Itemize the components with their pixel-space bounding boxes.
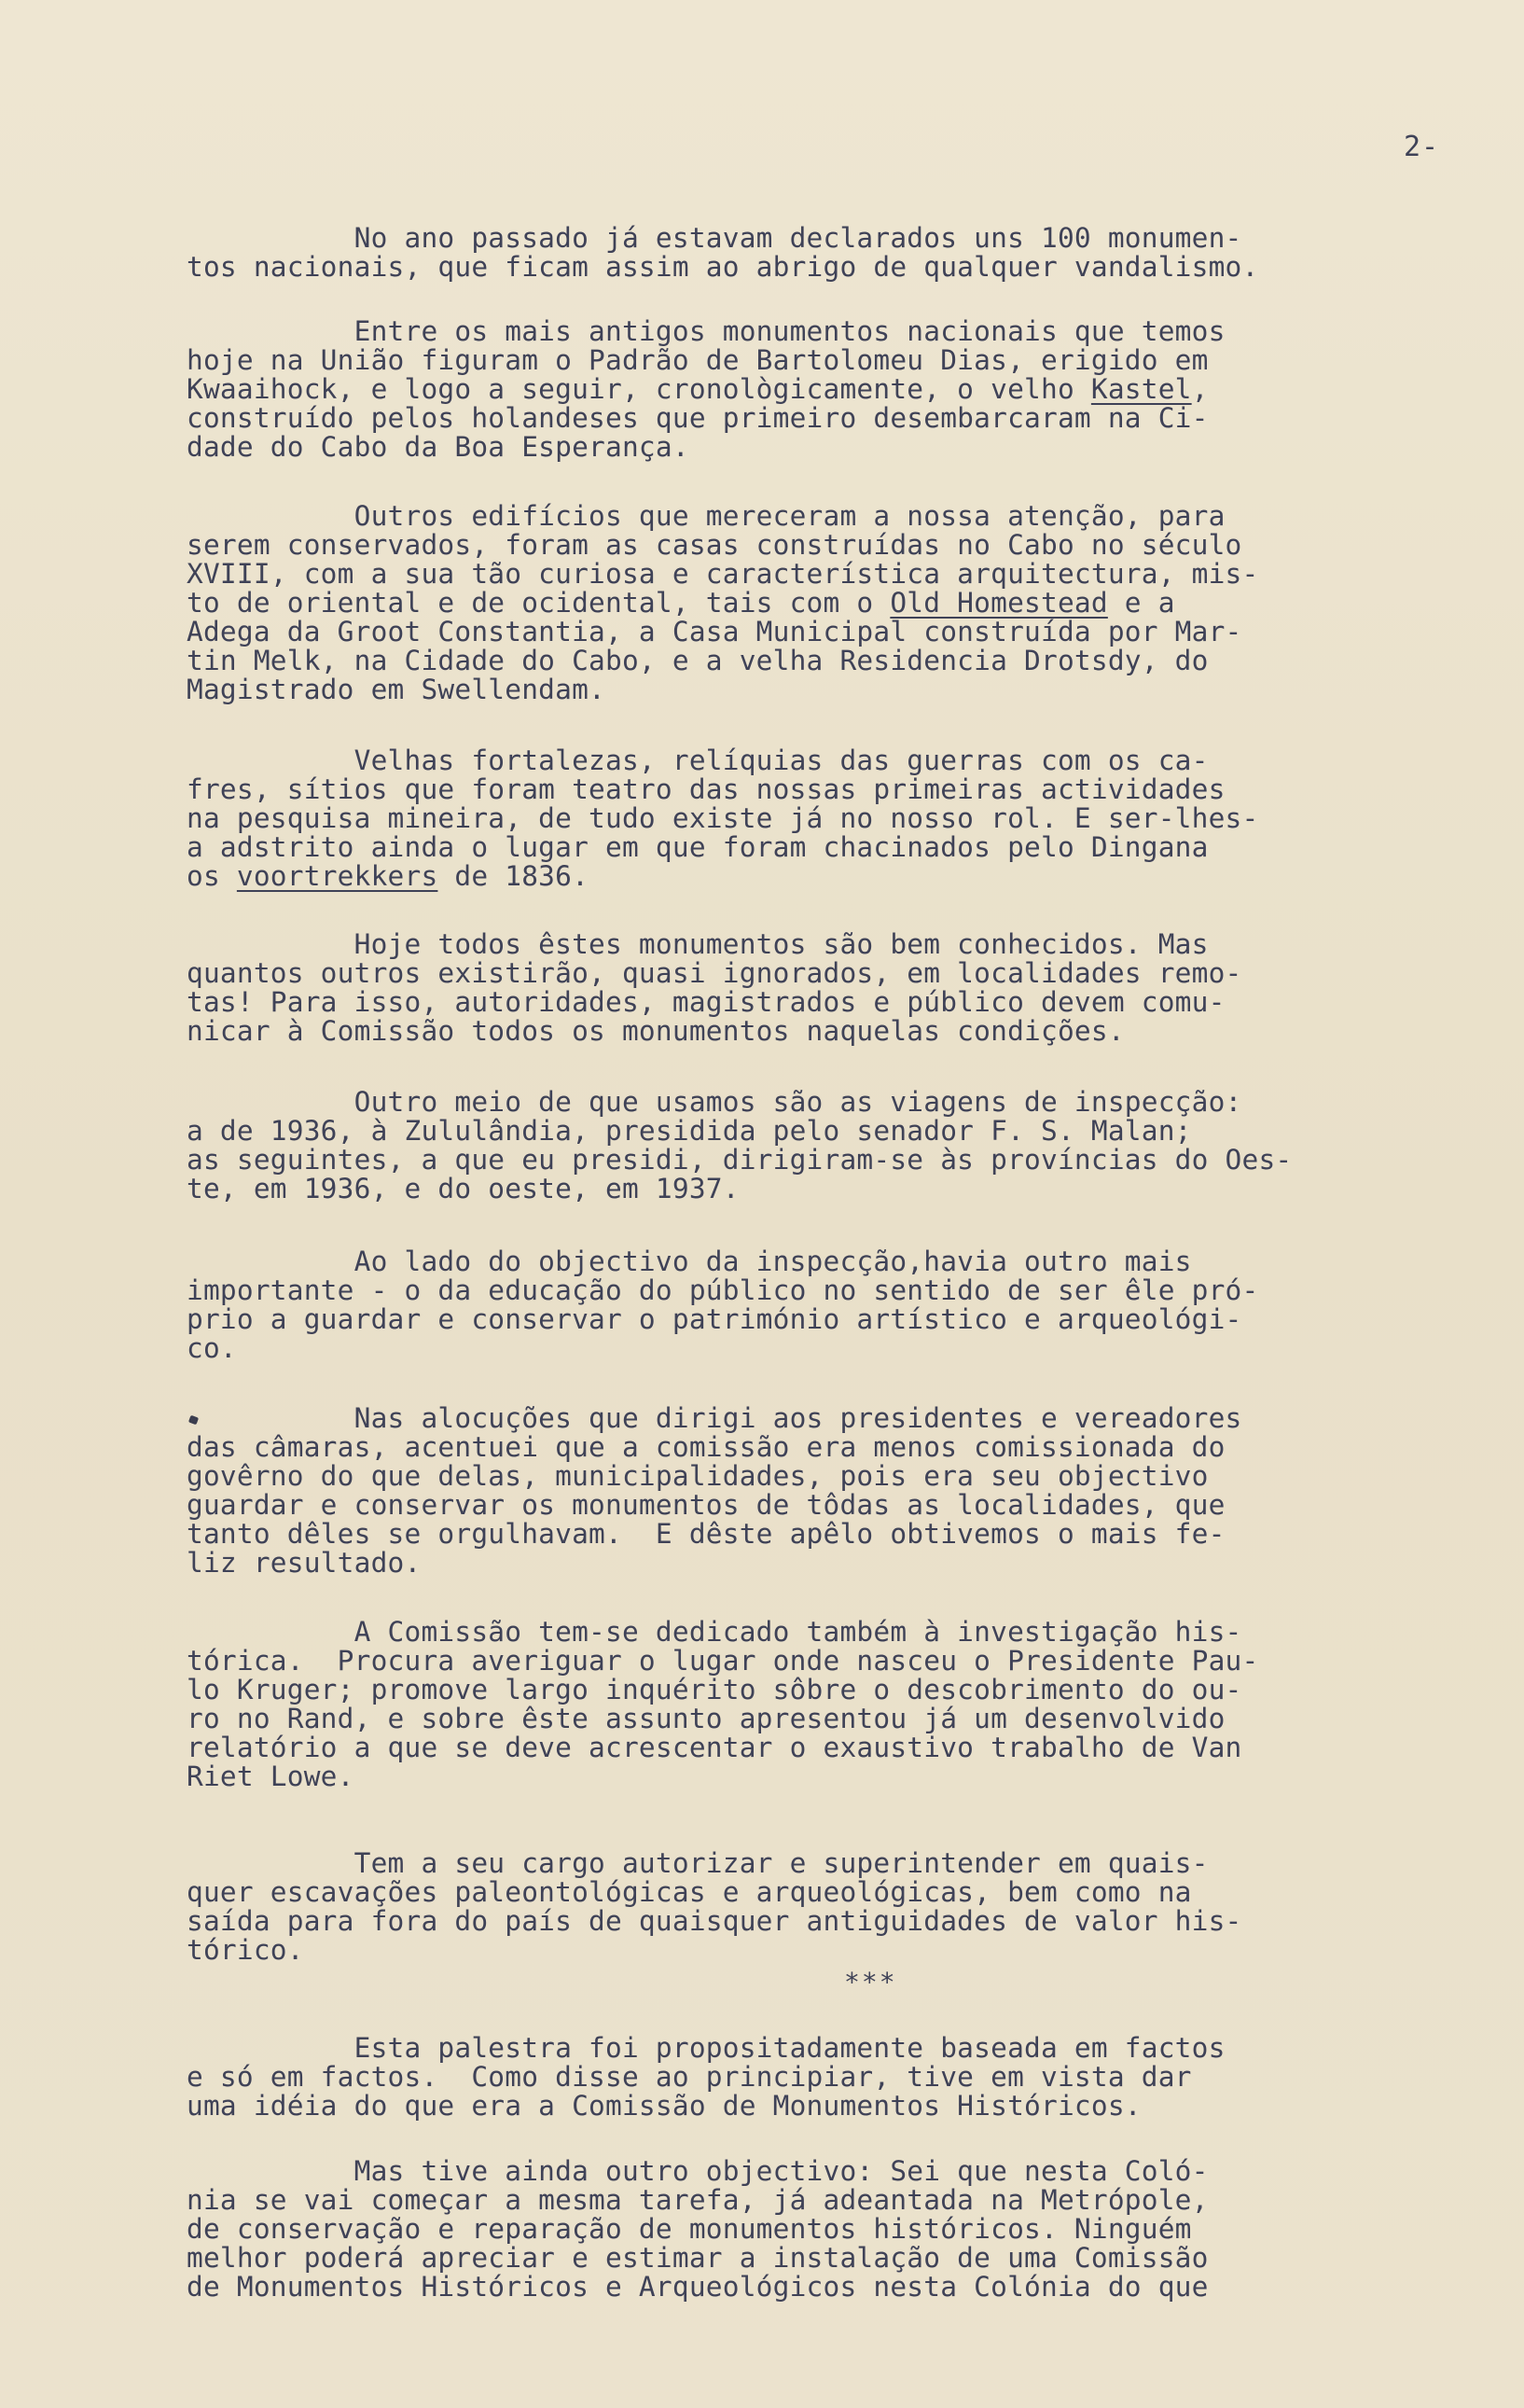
paragraph-monumentos-declarados: No ano passado já estavam declarados uns 100 monumen- tos nacionais, que ficam assim ao abrigo de qualquer vandalismo. — [187, 222, 1259, 283]
paragraph-educacao-publico: Ao lado do objectivo da inspecção,havia outro mais importante - o da educação do público no sentido de ser êle pró- prio a guardar e conservar o património artístico e arqueológi- co. — [187, 1246, 1259, 1364]
underlined-term: voortrekkers — [236, 860, 438, 892]
paragraph-alocucoes: Nas alocuções que dirigi aos presidentes e vereadores das câmaras, acentuei que a comissão era menos comissionada do govêrno do que delas, municipalidades, pois era seu objectivo guardar e conservar os monumentos de tôdas as localidades, que tanto dêles se orgulhavam. E dêste apêlo obtivemos o mais fe- liz resultado. — [187, 1402, 1242, 1579]
paragraph-palestra-factos: Esta palestra foi propositadamente baseada em factos e só em factos. Como disse ao principiar, tive em vista dar uma idéia do que era a Comissão de Monumentos Históricos. — [187, 2032, 1226, 2122]
underlined-term: Old Homestead — [890, 587, 1108, 619]
paragraph-edificios-conservados: Outros edifícios que mereceram a nossa atenção, para serem conservados, foram as casas construídas no Cabo no século XVIII, com a sua tão curiosa e característica arquitectura, mis- to de oriental e de ocidental, tais com o Old Homestead e a Adega da Groot Constantia, a Casa Municipal construída por Mar- tin Melk, na Cidade do Cabo, e a velha Residencia Drotsdy, do Magistrado em Swellendam. — [187, 500, 1259, 705]
paragraph-monumentos-antigos: Entre os mais antigos monumentos nacionais que temos hoje na União figuram o Padrão de Bartolomeu Dias, erigido em Kwaaihock, e logo a seguir, cronològicamente, o velho Kastel, construído pelos holandeses que primeiro desembarcaram na Ci- dade do Cabo da Boa Esperança. — [187, 315, 1226, 463]
paragraph-investigacao-historica: A Comissão tem-se dedicado também à investigação his- tórica. Procura averiguar o lugar onde nasceu o Presidente Pau- lo Kruger; promove largo inquérito sôbre o descobrimento do ou- ro no Rand, e sobre êste assunto apresentou já um desenvolvido relatório a que se deve acrescentar o exaustivo trabalho de Van Riet Lowe. — [187, 1616, 1259, 1792]
paragraph-outro-objectivo: Mas tive ainda outro objectivo: Sei que nesta Coló- nia se vai começar a mesma tarefa, já adeantada na Metrópole, de conservação e reparação de monumentos históricos. Ninguém melhor poderá apreciar e estimar a instalação de uma Comissão de Monumentos Históricos e Arqueológicos nesta Colónia do que — [187, 2155, 1209, 2303]
underlined-term: Kastel — [1090, 373, 1192, 405]
paragraph-velhas-fortalezas: Velhas fortalezas, relíquias das guerras com os ca- fres, sítios que foram teatro das nossas primeiras actividades na pesquisa mineira, de tudo existe já no nosso rol. E ser-lhes- a adstrito ainda o lugar em que foram chacinados pelo Dingana os voortrekkers de 1836. — [187, 745, 1259, 892]
paragraph-escavacoes: Tem a seu cargo autorizar e superintender em quais- quer escavações paleontológicas e arqueológicas, bem como na saída para fora do país de quaisquer antiguidades de valor his- tórico. — [187, 1847, 1242, 1966]
section-separator: *** — [844, 1967, 897, 1997]
paragraph-monumentos-conhecidos: Hoje todos êstes monumentos são bem conhecidos. Mas quantos outros existirão, quasi ignorados, em localidades remo- tas! Para isso, autoridades, magistrados e público devem comu- nicar à Comissão todos os monumentos naquelas condições. — [187, 928, 1242, 1047]
page-number: 2- — [1404, 131, 1440, 163]
paragraph-viagens-inspeccao: Outro meio de que usamos são as viagens de inspecção: a de 1936, à Zululândia, presidida pelo senador F. S. Malan; as seguintes, a que eu presidi, dirigiram-se às províncias do Oes- te, em 1936, e do oeste, em 1937. — [187, 1086, 1293, 1204]
